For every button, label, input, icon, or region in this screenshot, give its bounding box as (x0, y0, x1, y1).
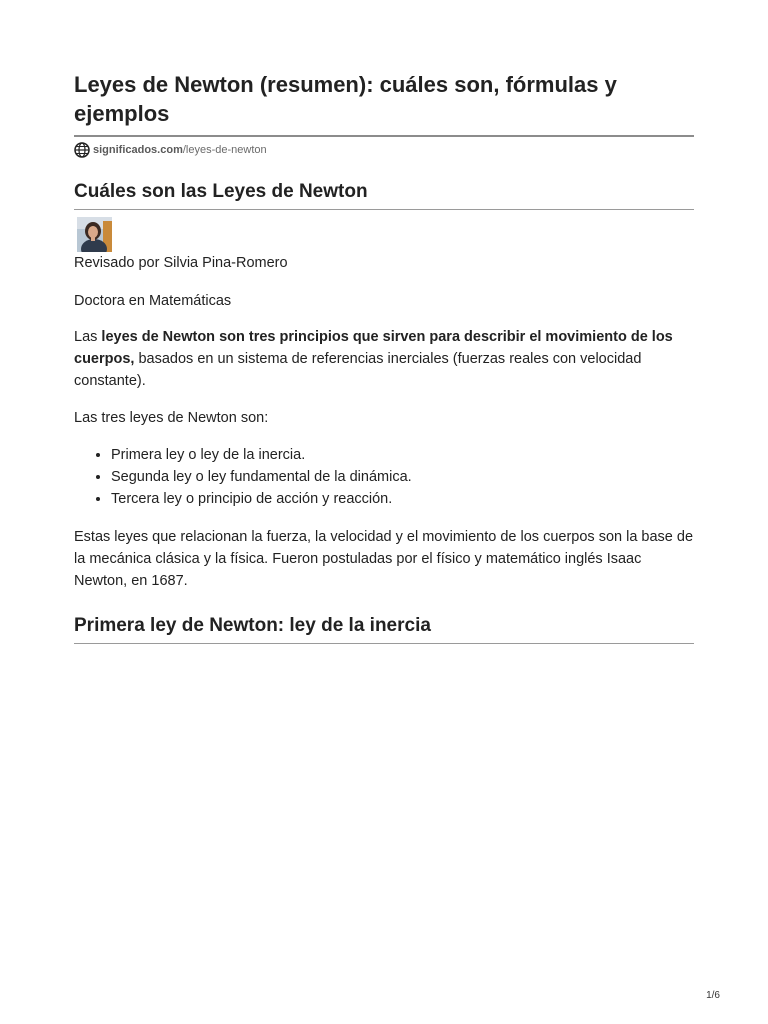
reviewer-avatar (77, 217, 112, 252)
source-url[interactable] (74, 141, 267, 159)
document-title: Leyes de Newton (resumen): cuáles son, fórmulas y ejemplos (74, 72, 617, 126)
page-indicator: 1/6 (706, 990, 720, 1001)
laws-list (74, 444, 694, 510)
laws-intro: Las tres leyes de Newton son: (74, 410, 269, 426)
section-divider (74, 643, 694, 644)
section-heading-primera-ley: Primera ley de Newton: ley de la inercia (74, 615, 431, 636)
source-domain: significados.com (93, 144, 183, 156)
list-item: • Segunda ley o ley fundamental de la dinámica. (111, 466, 694, 488)
section-divider (74, 209, 694, 210)
intro-paragraph (74, 326, 694, 392)
intro-emphasis: leyes de Newton son tres principios que sirven para describir el movimiento de los cuerpos, (74, 329, 673, 367)
intro-text-end: basados en un sistema de referencias inerciales (fuerzas reales con velocidad constante). (74, 351, 642, 389)
source-path: /leyes-de-newton (182, 144, 267, 156)
list-item: • Primera ley o ley de la inercia. (111, 444, 694, 466)
list-item: • Tercera ley o principio de acción y reacción. (111, 488, 694, 510)
title-divider (74, 135, 694, 137)
closing-paragraph: Estas leyes que relacionan la fuerza, la velocidad y el movimiento de los cuerpos son la base de la mecánica clásica y la física. Fueron postuladas por el físico y matemático inglés Isaac Newton, en 1687. (74, 529, 694, 589)
reviewer-line: Revisado por Silvia Pina-Romero (74, 255, 288, 271)
intro-text-start: Las (74, 329, 102, 345)
reviewer-credential: Doctora en Matemáticas (74, 293, 232, 309)
section-heading-cuales-son: Cuáles son las Leyes de Newton (74, 181, 368, 202)
globe-icon (74, 142, 90, 158)
